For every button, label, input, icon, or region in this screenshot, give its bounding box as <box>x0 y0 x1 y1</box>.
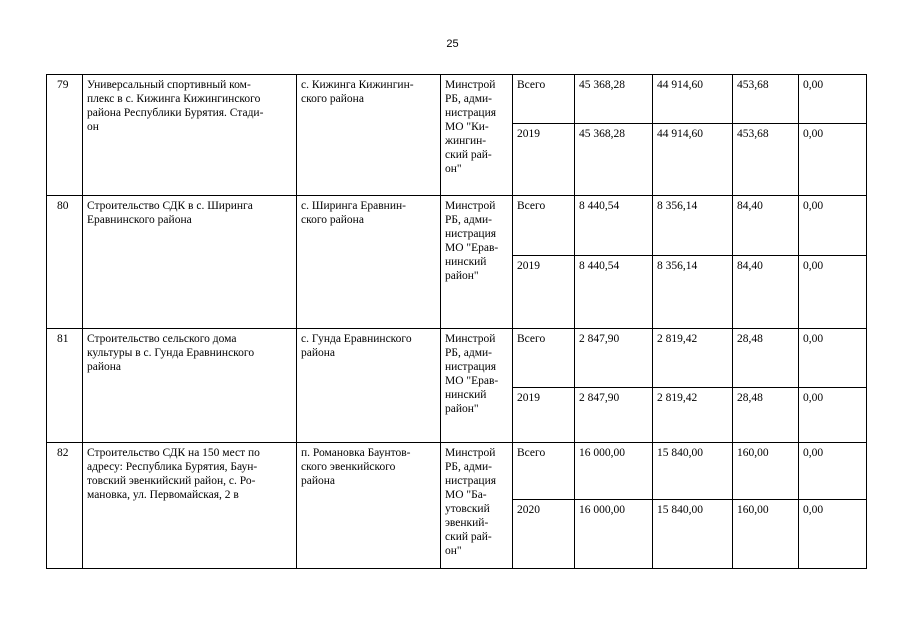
project-customer: Минстрой РБ, адми- нистрация МО "Ки- жингин- ский рай- он" <box>441 75 513 196</box>
value-cell: 2 819,42 <box>653 388 733 443</box>
value-cell: 28,48 <box>733 329 799 388</box>
table-row <box>47 329 867 388</box>
table-row <box>47 196 867 256</box>
total-cell: 2 847,90 <box>575 388 653 443</box>
value-cell: 0,00 <box>799 388 867 443</box>
value-cell: 15 840,00 <box>653 500 733 569</box>
row-number: 80 <box>47 196 83 329</box>
total-cell: 2 847,90 <box>575 329 653 388</box>
row-number: 79 <box>47 75 83 196</box>
project-name: Строительство сельского дома культуры в с. Гунда Еравнинского района <box>83 329 297 443</box>
value-cell: 28,48 <box>733 388 799 443</box>
value-cell: 0,00 <box>799 124 867 196</box>
value-cell: 0,00 <box>799 329 867 388</box>
value-cell: 453,68 <box>733 124 799 196</box>
period-cell: Всего <box>513 196 575 256</box>
value-cell: 0,00 <box>799 443 867 500</box>
value-cell: 84,40 <box>733 196 799 256</box>
row-number: 82 <box>47 443 83 569</box>
project-location: п. Романовка Баунтов- ского эвенкийского района <box>297 443 441 569</box>
project-customer: Минстрой РБ, адми- нистрация МО "Ерав- нинский район" <box>441 196 513 329</box>
project-location: с. Гунда Еравнинского района <box>297 329 441 443</box>
project-name: Строительство СДК в с. Ширинга Еравнинского района <box>83 196 297 329</box>
value-cell: 8 356,14 <box>653 196 733 256</box>
total-cell: 16 000,00 <box>575 500 653 569</box>
value-cell: 15 840,00 <box>653 443 733 500</box>
value-cell: 453,68 <box>733 75 799 124</box>
period-cell: Всего <box>513 329 575 388</box>
value-cell: 0,00 <box>799 256 867 329</box>
project-name: Строительство СДК на 150 мест по адресу: Республика Бурятия, Баун- товский эвенкийский район, с. Ро- мановка, ул. Первомайская, 2 в <box>83 443 297 569</box>
total-cell: 8 440,54 <box>575 196 653 256</box>
project-customer: Минстрой РБ, адми- нистрация МО "Ерав- нинский район" <box>441 329 513 443</box>
period-cell: 2020 <box>513 500 575 569</box>
value-cell: 0,00 <box>799 500 867 569</box>
period-cell: Всего <box>513 75 575 124</box>
project-customer: Минстрой РБ, адми- нистрация МО "Ба- утовский эвенкий- ский рай- он" <box>441 443 513 569</box>
total-cell: 45 368,28 <box>575 75 653 124</box>
value-cell: 44 914,60 <box>653 75 733 124</box>
table-row <box>47 443 867 500</box>
table-row <box>47 75 867 124</box>
row-number: 81 <box>47 329 83 443</box>
page-number: 25 <box>446 38 459 50</box>
value-cell: 84,40 <box>733 256 799 329</box>
period-cell: 2019 <box>513 256 575 329</box>
total-cell: 45 368,28 <box>575 124 653 196</box>
period-cell: 2019 <box>513 388 575 443</box>
value-cell: 44 914,60 <box>653 124 733 196</box>
value-cell: 2 819,42 <box>653 329 733 388</box>
value-cell: 160,00 <box>733 500 799 569</box>
project-location: с. Ширинга Еравнин- ского района <box>297 196 441 329</box>
value-cell: 0,00 <box>799 196 867 256</box>
period-cell: 2019 <box>513 124 575 196</box>
total-cell: 8 440,54 <box>575 256 653 329</box>
total-cell: 16 000,00 <box>575 443 653 500</box>
projects-table <box>46 74 867 569</box>
period-cell: Всего <box>513 443 575 500</box>
project-name: Универсальный спортивный ком- плекс в с. Кижинга Кижингинского района Республики Бурятия. Стади- он <box>83 75 297 196</box>
value-cell: 0,00 <box>799 75 867 124</box>
project-location: с. Кижинга Кижингин- ского района <box>297 75 441 196</box>
value-cell: 160,00 <box>733 443 799 500</box>
value-cell: 8 356,14 <box>653 256 733 329</box>
